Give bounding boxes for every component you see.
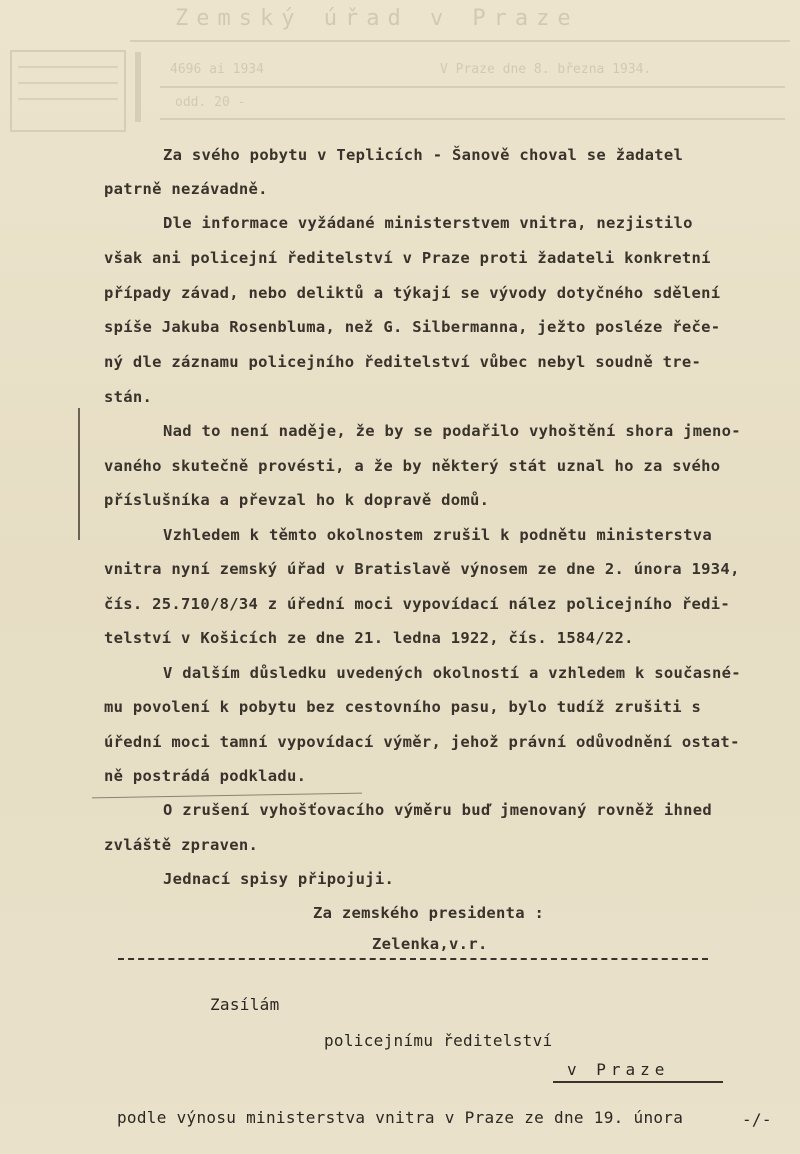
body-line: zvláště zpraven. [104,836,259,854]
pencil-stroke [92,793,362,799]
body-line: mu povolení k pobytu bez cestovního pasu, bylo tudíž zrušiti s [104,698,702,716]
place-underline [553,1081,723,1083]
body-line: čís. 25.710/8/34 z úřední moci vypovídací nález policejního ředi- [104,595,731,613]
body-line: Nad to není naděje, že by se podařilo vyhoštění shora jmeno- [163,422,741,440]
office-name: Zemský úřad v Praze [175,6,579,31]
body-line: V dalším důsledku uvedených okolností a vzhledem k současné- [163,664,741,682]
reference-number: 4696 ai 1934 [170,62,264,77]
letterhead-date: V Praze dne 8. března 1934. [440,62,652,77]
body-line: příslušníka a převzal ho k dopravě domů. [104,491,490,509]
department: odd. 20 - [175,95,246,110]
letterhead [0,0,800,140]
body-line: Dle informace vyžádané ministerstvem vnitra, nezjistilo [163,214,693,232]
letterhead-box [10,50,126,132]
letterhead-rule-3 [160,118,785,120]
body-line: úřední moci tamní vypovídací výměr, jehož právní odůvodnění ostat- [104,733,740,751]
body-line: však ani policejní ředitelství v Praze proti žadateli konkretní [104,249,711,267]
body-line: ný dle záznamu policejního ředitelství vůbec nebyl soudně tre- [104,353,702,371]
signature-for: Za zemského presidenta : [313,904,545,922]
body-line: vaného skutečně provésti, a že by některý stát uznal ho za svého [104,457,721,475]
signature-name: Zelenka,v.r. [372,935,488,953]
body-line: O zrušení vyhošťovacího výměru buď jmenovaný rovněž ihned [163,801,713,819]
body-line: Za svého pobytu v Teplicích - Šanově choval se žadatel [163,146,684,164]
continuation-mark: -/- [742,1110,772,1129]
body-line: spíše Jakuba Rosenbluma, než G. Silbermanna, ježto posléze řeče- [104,318,721,336]
body-line: ně postrádá podkladu. [104,767,307,785]
letterhead-bracket [135,52,141,122]
body-line: Jednací spisy připojuji. [163,870,395,888]
body-line: vnitra nyní zemský úřad v Bratislavě výnosem ze dne 2. února 1934, [104,560,740,578]
body-line: Vzhledem k těmto okolnostem zrušil k podnětu ministerstva [163,526,713,544]
recipient-line: policejnímu ředitelství [324,1031,553,1050]
separator-dashed [118,958,708,960]
sending-line: Zasílám [210,995,280,1014]
letterhead-rule [130,40,790,42]
body-line: telství v Košicích ze dne 21. ledna 1922, čís. 1584/22. [104,629,634,647]
recipient-place: v Praze [567,1060,670,1079]
body-line: patrně nezávadně. [104,180,268,198]
basis-line: podle výnosu ministerstva vnitra v Praze ze dne 19. února [117,1108,684,1127]
margin-mark [78,408,80,540]
body-line: případy závad, nebo deliktů a týkají se vývody dotyčného sdělení [104,284,721,302]
letterhead-rule-2 [160,86,785,88]
body-line: stán. [104,388,153,406]
